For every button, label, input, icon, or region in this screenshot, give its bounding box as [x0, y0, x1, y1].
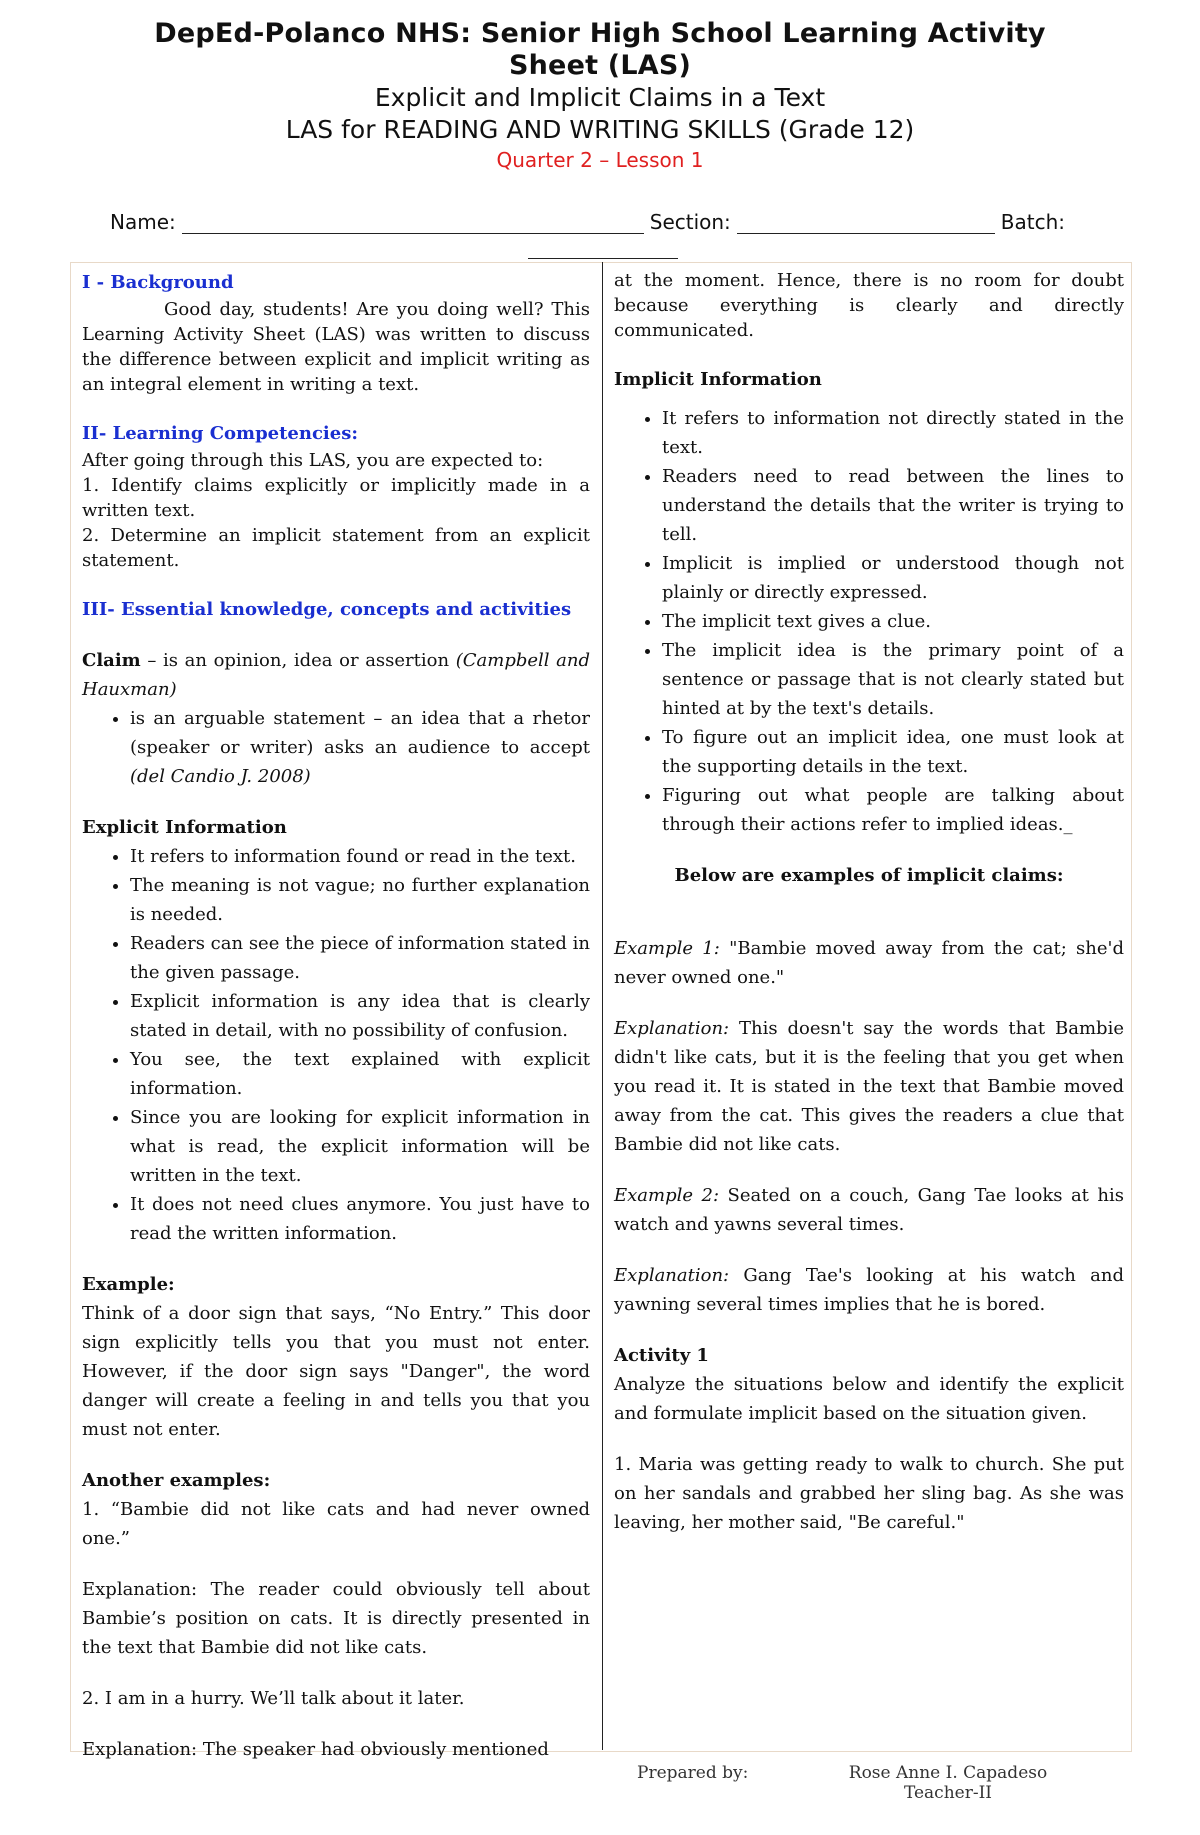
explanation-2-text: Gang Tae's looking at his watch and yawning several times implies that he is bored.: [614, 1265, 1124, 1315]
competencies-heading: II- Learning Competencies:: [82, 423, 358, 444]
implicit-example-2-explanation: [614, 1261, 1124, 1319]
batch-label: Batch:: [1000, 210, 1066, 234]
explanation-1-text: This doesn't say the words that Bambie didn't like cats, but it is the feeling that you get when you read it. It is stated in the text that Bambie moved away from the cat. This gives the readers a clue that Bambie did not like cats.: [614, 1018, 1124, 1155]
implicit-example-1: [614, 934, 1124, 992]
implicit-example-1-explanation: [614, 1014, 1124, 1159]
prepared-by-label: Prepared by:: [637, 1763, 749, 1783]
competency-1: 1. Identify claims explicitly or implicitly made in a written text.: [82, 475, 590, 521]
another-example-1-explanation: Explanation: The reader could obviously tell about Bambie’s position on cats. It is directly presented in the text that Bambie did not like cats.: [82, 1579, 590, 1658]
activity-heading: Activity 1: [614, 1345, 709, 1366]
activity-text: Analyze the situations below and identify the explicit and formulate implicit based on the situation given.: [614, 1374, 1124, 1424]
author-name: Rose Anne I. Capadeso: [848, 1763, 1048, 1783]
another-example-2-explanation: Explanation: The speaker had obviously mentioned: [82, 1739, 549, 1760]
claim-bullet-citation: (del Candio J. 2008): [130, 766, 311, 787]
list-item: • The implicit idea is the primary point of a sentence or passage that is not clearly stated but hinted at by the text's details.: [662, 636, 1124, 723]
explicit-heading: Explicit Information: [82, 817, 287, 838]
batch-field[interactable]: [528, 258, 678, 259]
competencies-intro: After going through this LAS, you are expected to:: [82, 450, 544, 471]
implicit-list: [614, 404, 1124, 839]
claim-bullet-text: is an arguable statement – an idea that a rhetor (speaker or writer) asks an audience to accept: [130, 708, 590, 758]
explanation-2-label: Explanation:: [614, 1265, 730, 1286]
list-item: • Implicit is implied or understood though not plainly or directly expressed.: [662, 549, 1124, 607]
explicit-list: [82, 842, 590, 1248]
explanation-1-label: Explanation:: [614, 1018, 730, 1039]
essential-heading: III- Essential knowledge, concepts and activities: [82, 599, 572, 620]
background-text: Good day, students! Are you doing well? This Learning Activity Sheet (LAS) was written to discuss the difference between explicit and implicit writing as an integral element in writing a text.: [82, 299, 590, 395]
example-heading: Example:: [82, 1274, 175, 1295]
background-heading: I - Background: [82, 272, 234, 293]
implicit-heading: Implicit Information: [614, 369, 822, 390]
list-item: • The meaning is not vague; no further explanation is needed.: [130, 871, 590, 929]
quarter-lesson: Quarter 2 – Lesson 1: [496, 148, 704, 172]
example-1-label: Example 1:: [614, 938, 720, 959]
author-position: Teacher-II: [903, 1783, 993, 1803]
list-item: • Readers need to read between the lines to understand the details that the writer is trying to tell.: [662, 462, 1124, 549]
column-divider: [602, 262, 603, 1750]
name-field[interactable]: [182, 211, 644, 234]
section-field[interactable]: [737, 211, 995, 234]
implicit-example-2: [614, 1181, 1124, 1239]
right-column: [614, 268, 1124, 1537]
list-item: • It refers to information found or read in the text.: [130, 842, 590, 871]
lesson-topic: Explicit and Implicit Claims in a Text: [374, 83, 826, 112]
claim-definition: [82, 646, 590, 704]
implicit-examples-heading: Below are examples of implicit claims:: [674, 865, 1064, 886]
another-example-2: 2. I am in a hurry. We’ll talk about it later.: [82, 1688, 465, 1709]
activity-situation-1: 1. Maria was getting ready to walk to church. She put on her sandals and grabbed her sling bag. As she was leaving, her mother said, "Be careful.": [614, 1454, 1124, 1533]
document-header: [0, 18, 1200, 174]
continuation-text: at the moment. Hence, there is no room for doubt because everything is clearly and directly communicated.: [614, 270, 1124, 341]
another-example-1: 1. “Bambie did not like cats and had never owned one.”: [82, 1499, 590, 1549]
example-text: Think of a door sign that says, “No Entry.” This door sign explicitly tells you that you must not enter. However, if the door sign says "Danger", the word danger will create a feeling in and tells you that you must not enter.: [82, 1303, 590, 1440]
section-label: Section:: [649, 210, 731, 234]
example-2-label: Example 2:: [614, 1185, 720, 1206]
claim-term: Claim: [82, 650, 141, 671]
student-info-row: [110, 210, 1100, 234]
list-item: • Figuring out what people are talking about through their actions refer to implied ideas._: [662, 781, 1124, 839]
another-heading: Another examples:: [82, 1470, 271, 1491]
name-label: Name:: [110, 210, 176, 234]
list-item: • Since you are looking for explicit information in what is read, the explicit information will be written in the text.: [130, 1103, 590, 1190]
author-block: [848, 1763, 1048, 1803]
list-item: • It refers to information not directly stated in the text.: [662, 404, 1124, 462]
competency-2: 2. Determine an implicit statement from an explicit statement.: [82, 525, 590, 571]
list-item: • It does not need clues anymore. You just have to read the written information.: [130, 1190, 590, 1248]
list-item: • The implicit text gives a clue.: [662, 607, 1124, 636]
document-title: DepEd-Polanco NHS: Senior High School Learning Activity Sheet (LAS): [154, 18, 1046, 81]
list-item: [130, 704, 590, 791]
left-column: [82, 268, 590, 1764]
example-2-text: Seated on a couch, Gang Tae looks at his watch and yawns several times.: [614, 1185, 1124, 1235]
claim-list: [82, 704, 590, 791]
list-item: • You see, the text explained with explicit information.: [130, 1045, 590, 1103]
list-item: • To figure out an implicit idea, one must look at the supporting details in the text.: [662, 723, 1124, 781]
example-1-text: "Bambie moved away from the cat; she'd never owned one.": [614, 938, 1125, 988]
list-item: • Explicit information is any idea that is clearly stated in detail, with no possibility of confusion.: [130, 987, 590, 1045]
list-item: • Readers can see the piece of information stated in the given passage.: [130, 929, 590, 987]
claim-def-text: – is an opinion, idea or assertion: [140, 650, 456, 671]
subject-title: LAS for READING AND WRITING SKILLS (Grade 12): [285, 115, 915, 144]
claim-citation: (Campbell and Hauxman): [82, 650, 591, 700]
